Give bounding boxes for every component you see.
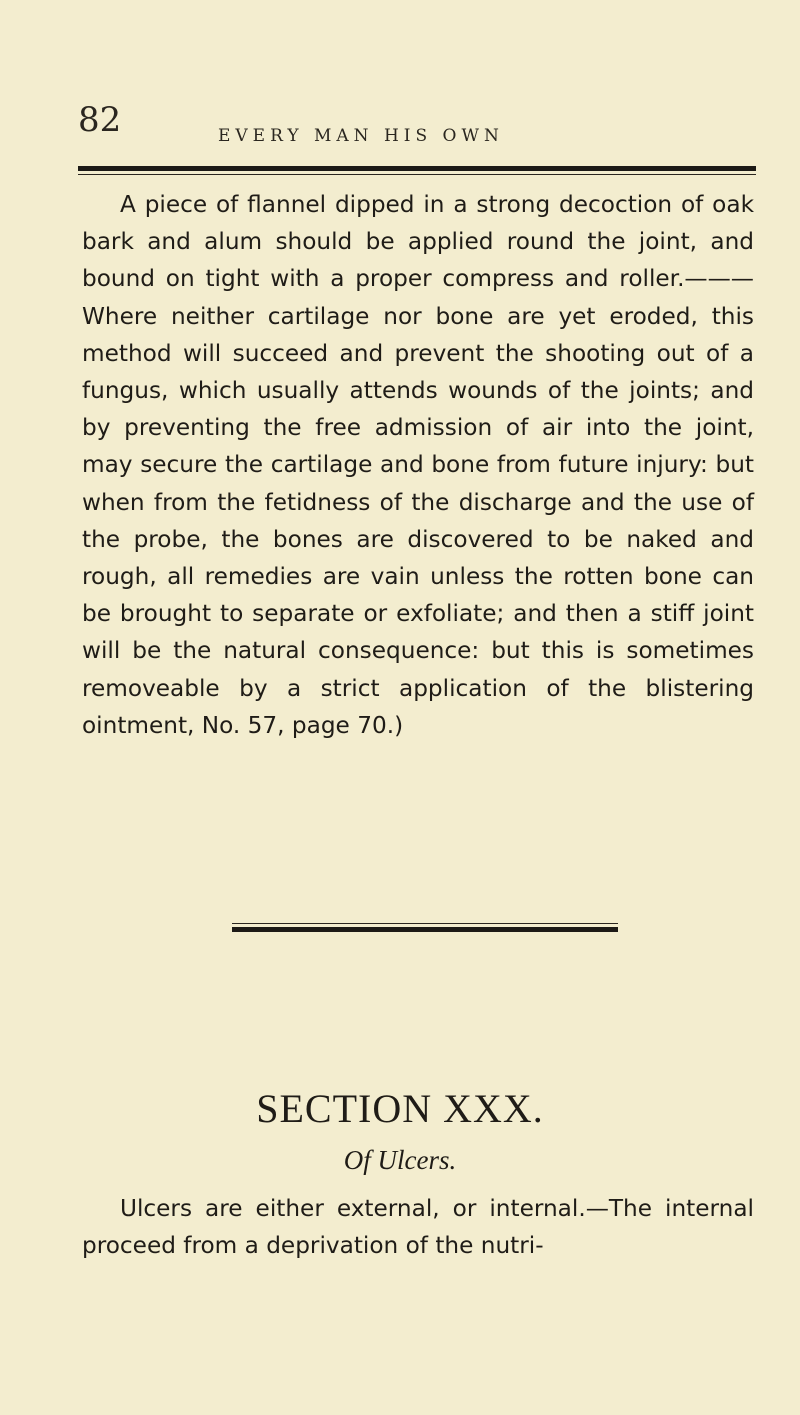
header-rule-thick	[78, 166, 756, 171]
body-text-2	[82, 1190, 754, 1264]
section-divider-thick	[232, 927, 618, 932]
page-number: 82	[78, 100, 122, 140]
page-header	[78, 100, 758, 170]
section-subtitle: Of Ulcers.	[343, 1145, 457, 1175]
running-head: EVERY MAN HIS OWN	[218, 126, 504, 146]
section-divider	[232, 923, 618, 933]
paragraph-2: Ulcers are either external, or internal.—The internal proceed from a deprivation of the nutri-	[82, 1195, 754, 1259]
section-divider-thin	[232, 923, 618, 924]
header-rule-thin	[78, 174, 756, 175]
section-title: SECTION XXX.	[256, 1086, 544, 1131]
header-rule	[78, 166, 756, 176]
body-text	[82, 186, 754, 744]
paragraph-1: A piece of flannel dipped in a strong decoction of oak bark and alum should be applied round the joint, and bound on tight with a proper compress and roller.———Where neither cartilage nor bone are yet eroded, this method will succeed and prevent the shooting out of a fungus, which usually attends wounds of the joints; and by preventing the free admission of air into the joint, may secure the cartilage and bone from future injury: but when from the fetidness of the discharge and the use of the probe, the bones are discovered to be naked and rough, all remedies are vain unless the rotten bone can be brought to separate or exfoliate; and then a stiff joint will be the natural consequence: but this is sometimes removeable by a strict application of the blistering ointment, No. 57, page 70.)	[82, 191, 754, 739]
